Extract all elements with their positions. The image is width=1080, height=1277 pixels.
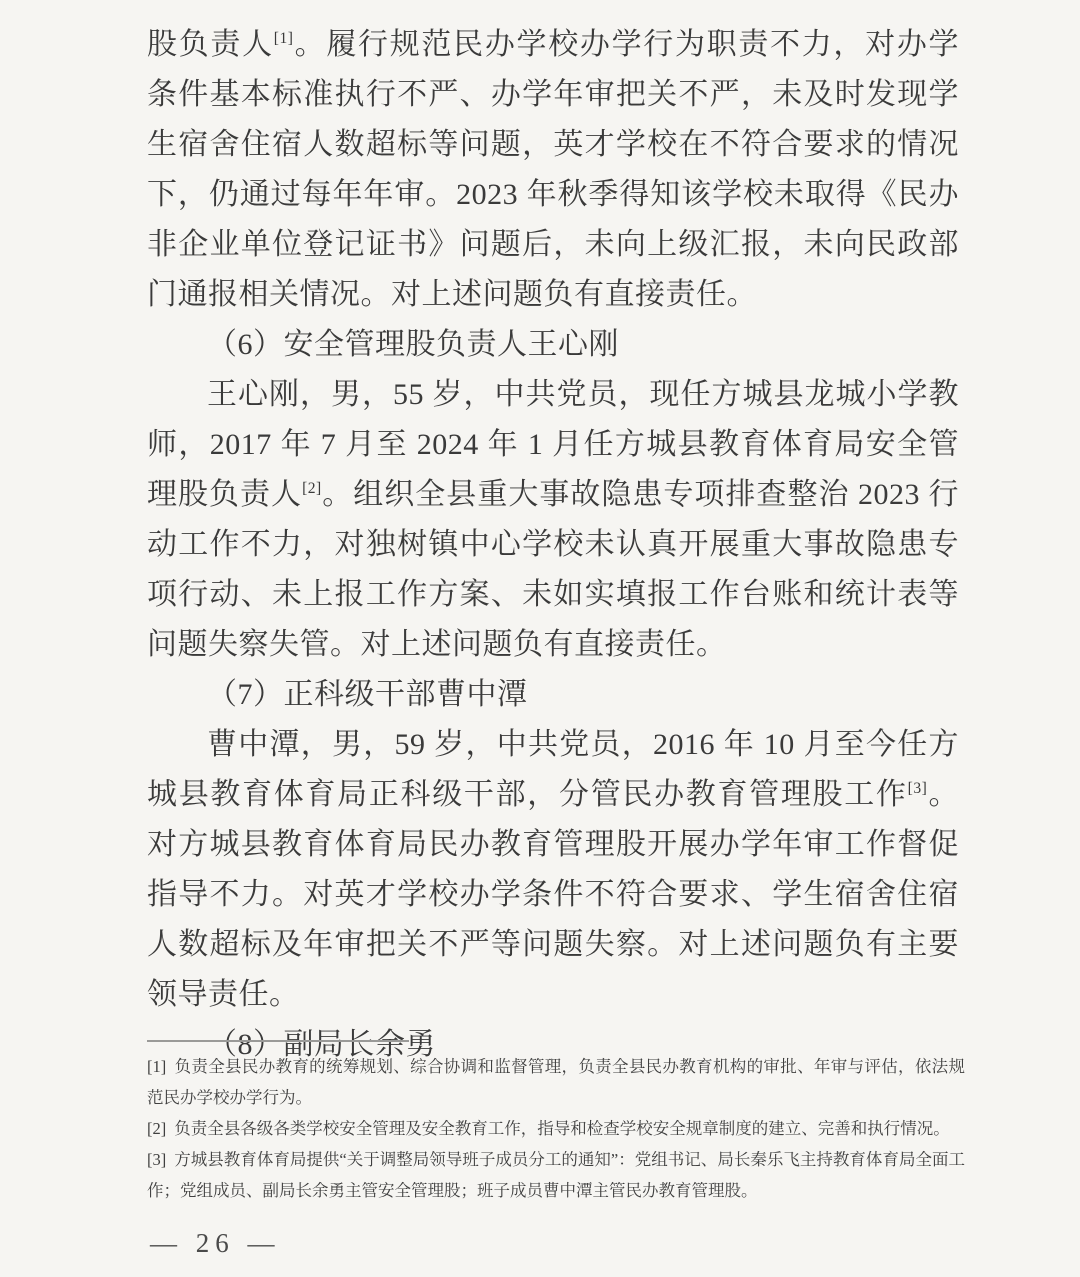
footnote-ref: [3] (907, 780, 928, 797)
footnote-ref: [1] (273, 30, 294, 47)
paragraph: 王心刚，男，55 岁，中共党员，现任方城县龙城小学教师，2017 年 7 月至 2024 年 1 月任方城县教育体育局安全管理股负责人[2]。组织全县重大事故隐患专项排查整治 2023 行动工作不力，对独树镇中心学校未认真开展重大事故隐患专项行动、未上报工作方案、未如实填报工作台账和统计表等问题失察失管。对上述问题负有直接责任。 (147, 378, 959, 661)
footnote-ref: [2] (302, 480, 322, 497)
footnote (147, 1144, 965, 1206)
section-heading: （7）正科级干部曹中潭 (207, 678, 528, 711)
section-heading: （6）安全管理股负责人王心刚 (207, 328, 619, 361)
section-heading: （8）副局长余勇 (207, 1028, 436, 1061)
footnotes-section (147, 1040, 965, 1206)
footnote (147, 1113, 965, 1144)
page-number: — 26 — (150, 1228, 281, 1258)
paragraph: 曹中潭，男，59 岁，中共党员，2016 年 10 月至今任方城县教育体育局正科级干部，分管民办教育管理股工作[3]。对方城县教育体育局民办教育管理股开展办学年审工作督促指导不力。对英才学校办学条件不符合要求、学生宿舍住宿人数超标及年审把关不严等问题失察。对上述问题负有主要领导责任。 (147, 728, 960, 1011)
paragraph: 股负责人[1]。履行规范民办学校办学行为职责不力，对办学条件基本标准执行不严、办学年审把关不严，未及时发现学生宿舍住宿人数超标等问题，英才学校在不符合要求的情况下，仍通过每年年审。2023 年秋季得知该学校未取得《民办非企业单位登记证书》问题后，未向上级汇报，未向民政部门通报相关情况。对上述问题负有直接责任。 (147, 28, 960, 311)
document-body (147, 20, 959, 1070)
footnote (147, 1051, 965, 1113)
footnote-marker: [3] (147, 1150, 167, 1169)
footnote-separator (147, 1040, 409, 1042)
footnote-text: 方城县教育体育局提供“关于调整局领导班子成员分工的通知”：党组书记、局长秦乐飞主持教育体育局全面工作；党组成员、副局长余勇主管安全管理股；班子成员曹中潭主管民办教育管理股。 (147, 1150, 965, 1200)
footnote-marker: [1] (147, 1057, 167, 1076)
footnotes-list (147, 1051, 965, 1206)
footnote-text: 负责全县各级各类学校安全管理及安全教育工作，指导和检查学校安全规章制度的建立、完善和执行情况。 (174, 1119, 950, 1138)
footnote-marker: [2] (147, 1119, 167, 1138)
footnote-text: 负责全县民办教育的统筹规划、综合协调和监督管理，负责全县民办教育机构的审批、年审与评估，依法规范民办学校办学行为。 (147, 1057, 965, 1107)
